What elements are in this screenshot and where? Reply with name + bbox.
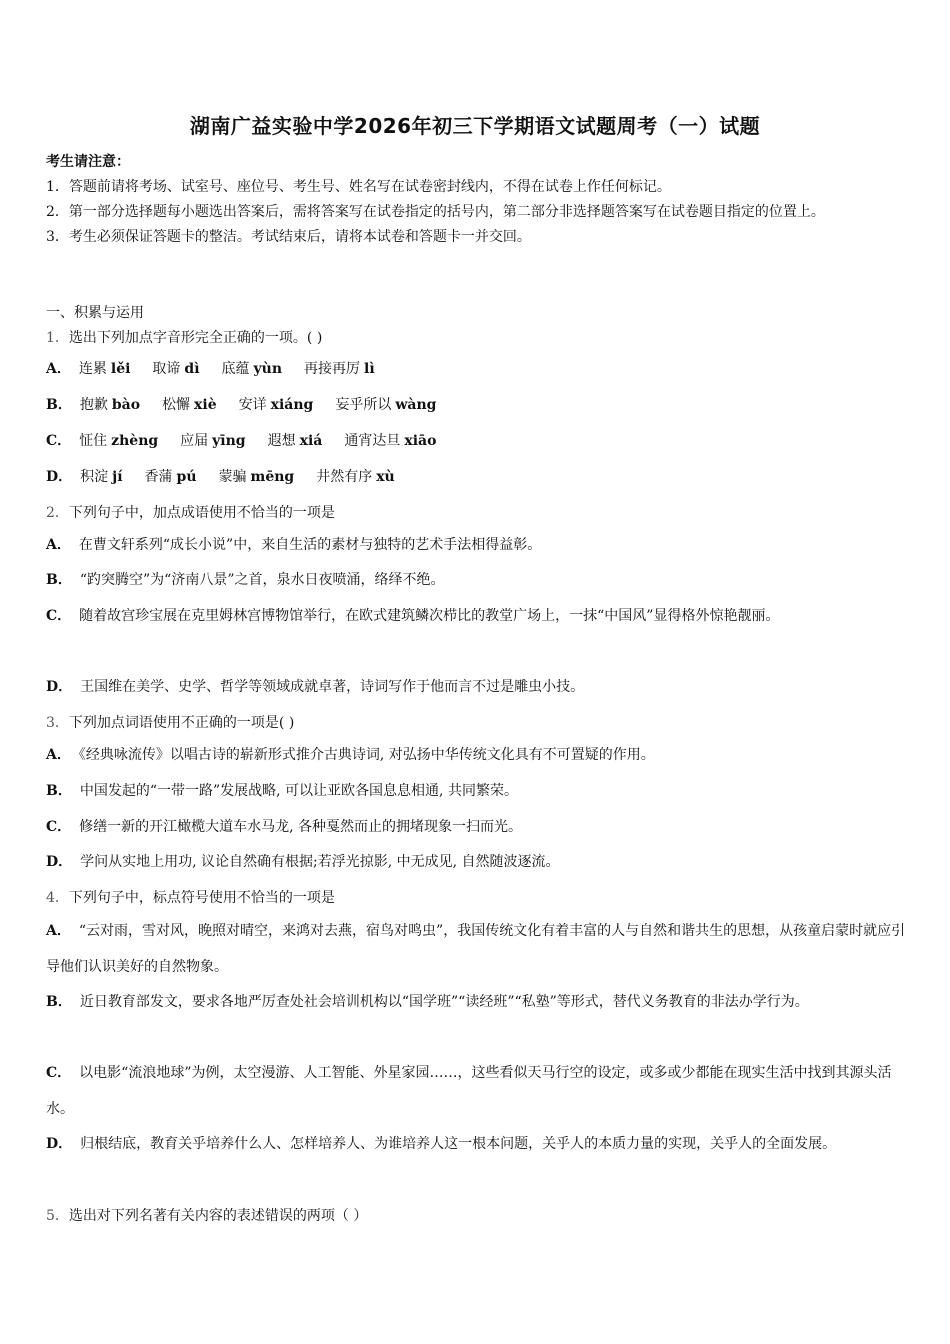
option-text: 随着故宫珍宝展在克里姆林宫博物馆举行，在欧式建筑鳞次栉比的教堂广场上，一抹“中国风”显得格外惊艳靓丽。 bbox=[79, 608, 780, 624]
word: 香蒲 bbox=[144, 469, 173, 485]
option-letter: B． bbox=[46, 994, 72, 1010]
word: 再接再厉 bbox=[304, 361, 361, 377]
option-letter: C． bbox=[46, 1065, 72, 1081]
q1-option-a[interactable] bbox=[46, 351, 906, 387]
page-title: 湖南广益实验中学2026年初三下学期语文试题周考（一）试题 bbox=[189, 114, 761, 138]
question-4-stem bbox=[46, 887, 906, 907]
option-letter: D． bbox=[46, 854, 73, 870]
question-5-stem bbox=[46, 1205, 906, 1225]
q3-option-b[interactable] bbox=[46, 773, 906, 809]
word: 蒙骗 bbox=[218, 469, 247, 485]
question-text: 下列句子中，加点成语使用不恰当的一项是 bbox=[68, 505, 335, 521]
pinyin: zhèng bbox=[111, 433, 159, 449]
pinyin: xiè bbox=[194, 397, 217, 413]
option-letter: A． bbox=[46, 923, 71, 939]
q3-option-d[interactable] bbox=[46, 844, 906, 880]
option-letter: D． bbox=[46, 679, 73, 695]
word: 连累 bbox=[78, 361, 107, 377]
option-text: 在曹文轩系列“成长小说”中，来自生活的素材与独特的艺术手法相得益彰。 bbox=[78, 537, 542, 553]
question-number: 5． bbox=[46, 1208, 69, 1224]
word: 妄乎所以 bbox=[335, 397, 392, 413]
option-letter: A． bbox=[46, 361, 71, 377]
pinyin: pú bbox=[176, 469, 197, 485]
q1-option-d[interactable] bbox=[46, 459, 906, 495]
option-letter: D． bbox=[46, 469, 73, 485]
pinyin: yùn bbox=[253, 361, 283, 377]
option-letter: B． bbox=[46, 572, 72, 588]
q4-option-d[interactable] bbox=[46, 1126, 906, 1162]
q3-option-c[interactable] bbox=[46, 809, 906, 845]
notice-item: 1．答题前请将考场、试室号、座位号、考生号、姓名写在试卷密封线内，不得在试卷上作任何标记。 bbox=[46, 179, 671, 195]
option-text: “趵突腾空”为“济南八景”之首，泉水日夜喷涌，络绎不绝。 bbox=[79, 572, 445, 588]
notice-block bbox=[46, 150, 906, 250]
q3-option-a[interactable] bbox=[46, 737, 906, 773]
pinyin: wàng bbox=[395, 397, 437, 413]
question-number: 1． bbox=[46, 330, 69, 346]
pinyin: dì bbox=[184, 361, 200, 377]
option-text: 《经典咏流传》以唱古诗的崭新形式推介古典诗词, 对弘扬中华传统文化具有不可置疑的作用。 bbox=[78, 747, 655, 763]
option-letter: B． bbox=[46, 783, 72, 799]
q1-option-c[interactable] bbox=[46, 423, 906, 459]
option-text: 中国发起的“一带一路”发展战略, 可以让亚欧各国息息相通, 共同繁荣。 bbox=[79, 783, 518, 799]
word: 底蕴 bbox=[221, 361, 250, 377]
word: 松懈 bbox=[162, 397, 191, 413]
word: 怔住 bbox=[79, 433, 108, 449]
word: 安详 bbox=[238, 397, 267, 413]
option-letter: D． bbox=[46, 1136, 73, 1152]
word: 取谛 bbox=[152, 361, 181, 377]
question-text: 选出下列加点字音形完全正确的一项。( ) bbox=[68, 330, 323, 346]
word: 井然有序 bbox=[316, 469, 373, 485]
q2-option-b[interactable] bbox=[46, 562, 906, 598]
q4-option-c[interactable] bbox=[46, 1055, 906, 1127]
word: 积淀 bbox=[80, 469, 109, 485]
question-text: 下列加点词语使用不正确的一项是( ) bbox=[68, 715, 295, 731]
word: 抱歉 bbox=[79, 397, 108, 413]
option-letter: A． bbox=[46, 537, 71, 553]
q2-option-c[interactable] bbox=[46, 598, 906, 634]
option-text: “云对雨，雪对风，晚照对晴空，来鸿对去燕，宿鸟对鸣虫”，我国传统文化有着丰富的人与自然和谐共生的思想，从孩童启蒙时就应引导他们认识美好的自然物象。 bbox=[46, 923, 906, 975]
pinyin: xiá bbox=[299, 433, 323, 449]
option-letter: B． bbox=[46, 397, 72, 413]
pinyin: xiāo bbox=[404, 433, 437, 449]
notice-item: 2．第一部分选择题每小题选出答案后，需将答案写在试卷指定的括号内，第二部分非选择题答案写在试卷题目指定的位置上。 bbox=[46, 204, 825, 220]
option-text: 以电影“流浪地球”为例，太空漫游、人工智能、外星家园……，这些看似天马行空的设定，或多或少都能在现实生活中找到其源头活水。 bbox=[46, 1065, 892, 1117]
q2-option-d[interactable] bbox=[46, 669, 906, 705]
q1-option-b[interactable] bbox=[46, 387, 906, 423]
option-letter: A． bbox=[46, 747, 71, 763]
section-heading: 一、积累与运用 bbox=[46, 305, 144, 321]
option-text: 学问从实地上用功, 议论自然确有根据;若浮光掠影, 中无成见, 自然随波逐流。 bbox=[80, 854, 560, 870]
option-letter: C． bbox=[46, 608, 72, 624]
pinyin: lěi bbox=[110, 361, 131, 377]
option-text: 王国维在美学、史学、哲学等领域成就卓著，诗词写作于他而言不过是雕虫小技。 bbox=[80, 679, 585, 695]
option-letter: C． bbox=[46, 819, 72, 835]
option-text: 修缮一新的开江橄榄大道车水马龙, 各种戛然而止的拥堵现象一扫而光。 bbox=[79, 819, 523, 835]
pinyin: xiáng bbox=[270, 397, 314, 413]
pinyin: lì bbox=[364, 361, 375, 377]
option-letter: C． bbox=[46, 433, 72, 449]
word: 通宵达旦 bbox=[344, 433, 401, 449]
pinyin: yīng bbox=[212, 433, 246, 449]
question-number: 4． bbox=[46, 890, 69, 906]
question-text: 选出对下列名著有关内容的表述错误的两项（ ） bbox=[68, 1208, 368, 1224]
notice-item: 3．考生必须保证答题卡的整洁。考试结束后，请将本试卷和答题卡一并交回。 bbox=[46, 229, 531, 245]
q4-option-b[interactable] bbox=[46, 984, 906, 1020]
question-text: 下列句子中，标点符号使用不恰当的一项是 bbox=[68, 890, 335, 906]
question-number: 3． bbox=[46, 715, 69, 731]
word: 应届 bbox=[180, 433, 209, 449]
q4-option-a[interactable] bbox=[46, 913, 906, 985]
option-text: 近日教育部发文，要求各地严厉查处社会培训机构以“国学班”“读经班”“私塾”等形式，替代义务教育的非法办学行为。 bbox=[79, 994, 809, 1010]
question-2-stem bbox=[46, 502, 906, 522]
pinyin: bào bbox=[111, 397, 141, 413]
question-1-stem bbox=[46, 327, 906, 347]
question-number: 2． bbox=[46, 505, 69, 521]
word: 遐想 bbox=[267, 433, 296, 449]
pinyin: xù bbox=[376, 469, 395, 485]
q2-option-a[interactable] bbox=[46, 527, 906, 563]
pinyin: mēng bbox=[250, 469, 295, 485]
notice-label: 考生请注意： bbox=[46, 154, 130, 170]
pinyin: jí bbox=[112, 469, 123, 485]
option-text: 归根结底，教育关乎培养什么人、怎样培养人、为谁培养人这一根本问题，关乎人的本质力量的实现，关乎人的全面发展。 bbox=[80, 1136, 837, 1152]
question-3-stem bbox=[46, 712, 906, 732]
